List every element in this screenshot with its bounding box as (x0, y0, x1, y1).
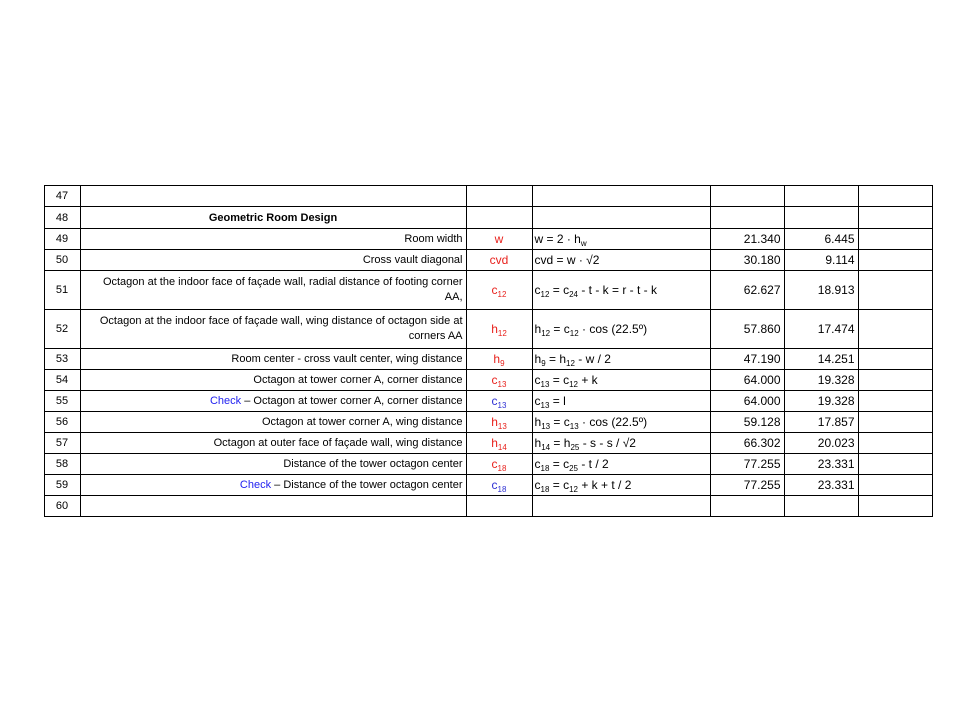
formula-subscript: 14 (541, 443, 551, 452)
variable-subscript: 14 (497, 443, 507, 452)
formula-cell[interactable] (532, 475, 710, 496)
table-row (30, 186, 932, 207)
table-row (30, 496, 932, 517)
variable-symbol (492, 394, 507, 408)
value-cell[interactable] (858, 207, 932, 229)
variable-cell[interactable] (466, 310, 532, 349)
formula-text: - s - s / √2 (579, 436, 636, 450)
variable-symbol (492, 373, 507, 387)
formula-cell[interactable] (532, 391, 710, 412)
description-text: Cross vault diagonal (362, 254, 463, 266)
check-label: Check (239, 479, 272, 491)
description-text: Octagon at the indoor face of façade wall, radial distance of footing corner AA, (102, 276, 463, 303)
row-number[interactable]: 54 (44, 370, 80, 391)
value-cell[interactable] (858, 391, 932, 412)
variable-cell[interactable] (466, 391, 532, 412)
variable-base: h (491, 436, 498, 450)
value-cell[interactable]: 66.302 (710, 433, 784, 454)
formula-text: h (534, 322, 542, 336)
table-row (30, 454, 932, 475)
row-gutter (30, 370, 44, 391)
row-number[interactable]: 50 (44, 250, 80, 271)
row-gutter (30, 496, 44, 517)
value-cell[interactable] (710, 496, 784, 517)
formula-text: = c (550, 322, 570, 336)
variable-cell[interactable] (466, 186, 532, 207)
formula-text: c (534, 478, 541, 492)
formula-text: h (534, 352, 542, 366)
variable-base: h (491, 415, 498, 429)
variable-cell[interactable] (466, 349, 532, 370)
description-text: – Octagon at tower corner A, corner distance (241, 395, 463, 407)
formula-text: c (534, 283, 541, 297)
formula-text: = l (549, 394, 566, 408)
variable-symbol (492, 283, 507, 297)
formula-cell[interactable] (532, 454, 710, 475)
value-cell[interactable]: 77.255 (710, 475, 784, 496)
value-cell[interactable]: 30.180 (710, 250, 784, 271)
formula-text: h (534, 436, 542, 450)
description-text: Room width (404, 233, 463, 245)
formula-subscript: 25 (569, 464, 578, 473)
variable-symbol (491, 436, 507, 450)
description-cell[interactable] (80, 433, 466, 454)
variable-subscript: 18 (497, 464, 507, 473)
row-number[interactable]: 51 (44, 271, 80, 310)
formula-text: · cos (22.5º) (578, 322, 648, 336)
table-row (30, 370, 932, 391)
formula-text: c (534, 394, 541, 408)
formula-text: - t / 2 (578, 457, 609, 471)
variable-cell[interactable] (466, 454, 532, 475)
value-cell[interactable] (858, 433, 932, 454)
value-cell[interactable]: 62.627 (710, 271, 784, 310)
value-cell[interactable] (858, 496, 932, 517)
formula-subscript: 13 (540, 401, 550, 410)
description-cell[interactable] (80, 229, 466, 250)
formula-subscript: 25 (570, 443, 580, 452)
value-cell[interactable] (858, 475, 932, 496)
formula-cell[interactable] (532, 370, 710, 391)
description-cell[interactable] (80, 370, 466, 391)
description-text: Room center - cross vault center, wing distance (231, 353, 463, 365)
variable-cell[interactable] (466, 229, 532, 250)
formula-text: h (534, 415, 542, 429)
variable-symbol (490, 253, 509, 267)
row-gutter (30, 250, 44, 271)
variable-base: c (491, 394, 498, 408)
variable-base: cvd (489, 253, 509, 267)
row-gutter (30, 391, 44, 412)
table-row (30, 271, 932, 310)
row-gutter (30, 475, 44, 496)
variable-symbol (493, 352, 504, 366)
section-heading[interactable]: Geometric Room Design (80, 207, 466, 229)
formula-text: = c (549, 478, 570, 492)
formula-subscript: 13 (569, 422, 579, 431)
value-cell[interactable]: 18.913 (784, 271, 858, 310)
description-cell[interactable] (80, 310, 466, 349)
value-cell[interactable]: 23.331 (784, 454, 858, 475)
row-gutter (30, 412, 44, 433)
value-cell[interactable] (858, 349, 932, 370)
value-cell[interactable]: 6.445 (784, 229, 858, 250)
description-text: Octagon at tower corner A, corner distance (253, 374, 463, 386)
description-text: Octagon at the indoor face of façade wall, wing distance of octagon side at corners AA (99, 315, 463, 342)
variable-base: c (491, 373, 498, 387)
formula-text: w = 2 · h (534, 232, 581, 246)
formula-text: - t - k = r - t - k (578, 283, 657, 297)
description-cell[interactable] (80, 186, 466, 207)
variable-symbol (491, 322, 507, 336)
table-row (30, 250, 932, 271)
row-number[interactable]: 55 (44, 391, 80, 412)
description-cell[interactable] (80, 496, 466, 517)
value-cell[interactable]: 77.255 (710, 454, 784, 475)
formula-cell[interactable] (532, 349, 710, 370)
description-text: Octagon at outer face of façade wall, wing distance (213, 437, 463, 449)
formula-text: = h (550, 436, 571, 450)
spreadsheet-grid (30, 185, 933, 517)
value-cell[interactable]: 19.328 (784, 370, 858, 391)
row-gutter (30, 186, 44, 207)
table-row (30, 207, 932, 229)
row-number[interactable]: 56 (44, 412, 80, 433)
variable-base: h (491, 322, 498, 336)
table-row (30, 433, 932, 454)
formula-text: · cos (22.5º) (578, 415, 648, 429)
row-number[interactable]: 60 (44, 496, 80, 517)
value-cell[interactable] (784, 496, 858, 517)
description-cell[interactable] (80, 454, 466, 475)
formula-cell[interactable] (532, 207, 710, 229)
row-gutter (30, 207, 44, 229)
value-cell[interactable] (858, 370, 932, 391)
variable-cell[interactable] (466, 370, 532, 391)
variable-base: w (494, 232, 504, 246)
value-cell[interactable] (858, 186, 932, 207)
value-cell[interactable]: 59.128 (710, 412, 784, 433)
description-cell[interactable] (80, 412, 466, 433)
variable-cell[interactable] (466, 475, 532, 496)
value-cell[interactable]: 19.328 (784, 391, 858, 412)
value-cell[interactable] (858, 454, 932, 475)
row-number[interactable]: 52 (44, 310, 80, 349)
row-gutter (30, 310, 44, 349)
variable-subscript: 9 (500, 359, 505, 368)
value-cell[interactable]: 47.190 (710, 349, 784, 370)
variable-subscript: 13 (497, 401, 507, 410)
formula-subscript: 12 (569, 380, 578, 389)
variable-cell[interactable] (466, 412, 532, 433)
formula-text: = c (550, 415, 570, 429)
row-number[interactable]: 49 (44, 229, 80, 250)
formula-cell[interactable] (532, 412, 710, 433)
value-cell[interactable] (710, 186, 784, 207)
table-row (30, 310, 932, 349)
check-label: Check (209, 395, 242, 407)
variable-cell[interactable] (466, 207, 532, 229)
formula-text: c (534, 457, 541, 471)
variable-subscript: 13 (497, 380, 507, 389)
formula-text: - w / 2 (574, 352, 611, 366)
formula-subscript: 12 (566, 359, 575, 368)
value-cell[interactable] (784, 207, 858, 229)
row-number[interactable]: 47 (44, 186, 80, 207)
value-cell[interactable] (858, 250, 932, 271)
formula-text: + k + t / 2 (578, 478, 632, 492)
variable-cell[interactable] (466, 433, 532, 454)
row-number[interactable]: 59 (44, 475, 80, 496)
description-cell[interactable] (80, 250, 466, 271)
variable-base: c (491, 457, 498, 471)
formula-subscript: 24 (569, 290, 578, 299)
value-cell[interactable]: 17.474 (784, 310, 858, 349)
formula-subscript: 9 (541, 359, 546, 368)
description-text: Distance of the tower octagon center (283, 458, 463, 470)
value-cell[interactable]: 57.860 (710, 310, 784, 349)
value-cell[interactable] (858, 412, 932, 433)
value-cell[interactable]: 14.251 (784, 349, 858, 370)
variable-cell[interactable] (466, 271, 532, 310)
variable-symbol (491, 415, 507, 429)
formula-text: + k (578, 373, 598, 387)
row-gutter (30, 433, 44, 454)
variable-cell[interactable] (466, 496, 532, 517)
variable-base: c (491, 283, 498, 297)
variable-subscript: 18 (497, 485, 507, 494)
formula-subscript: 12 (569, 329, 579, 338)
variable-base: c (491, 478, 498, 492)
description-cell[interactable] (80, 475, 466, 496)
formula-subscript: 18 (540, 485, 550, 494)
table-row (30, 412, 932, 433)
variable-subscript: 12 (497, 290, 507, 299)
formula-cell[interactable] (532, 186, 710, 207)
value-cell[interactable] (858, 271, 932, 310)
description-cell[interactable] (80, 349, 466, 370)
value-cell[interactable]: 21.340 (710, 229, 784, 250)
value-cell[interactable]: 9.114 (784, 250, 858, 271)
formula-subscript: w (580, 239, 587, 248)
variable-subscript: 12 (497, 329, 507, 338)
formula-cell[interactable] (532, 496, 710, 517)
value-cell[interactable]: 64.000 (710, 370, 784, 391)
formula-subscript: 12 (541, 329, 551, 338)
variable-cell[interactable] (466, 250, 532, 271)
value-cell[interactable] (858, 310, 932, 349)
row-gutter (30, 454, 44, 475)
description-text: – Distance of the tower octagon center (271, 479, 463, 491)
formula-subscript: 13 (541, 422, 551, 431)
variable-base: h (493, 352, 501, 366)
formula-cell[interactable] (532, 310, 710, 349)
formula-cell[interactable] (532, 433, 710, 454)
row-gutter (30, 349, 44, 370)
formula-text: = c (549, 457, 570, 471)
formula-subscript: 13 (540, 380, 550, 389)
table-row (30, 229, 932, 250)
formula-text: = h (545, 352, 566, 366)
row-number[interactable]: 48 (44, 207, 80, 229)
value-cell[interactable]: 17.857 (784, 412, 858, 433)
value-cell[interactable] (858, 229, 932, 250)
row-gutter (30, 229, 44, 250)
sheet-body (30, 186, 932, 517)
value-cell[interactable] (784, 186, 858, 207)
formula-text: cvd = w · √2 (534, 253, 600, 267)
table-row (30, 475, 932, 496)
formula-cell[interactable] (532, 229, 710, 250)
variable-subscript: 13 (497, 422, 507, 431)
value-cell[interactable]: 64.000 (710, 391, 784, 412)
row-number[interactable]: 53 (44, 349, 80, 370)
description-cell[interactable] (80, 391, 466, 412)
formula-cell[interactable] (532, 250, 710, 271)
formula-subscript: 18 (540, 464, 550, 473)
table-row (30, 391, 932, 412)
variable-symbol (495, 232, 504, 246)
value-cell[interactable]: 20.023 (784, 433, 858, 454)
row-number[interactable]: 58 (44, 454, 80, 475)
formula-cell[interactable] (532, 271, 710, 310)
formula-subscript: 12 (569, 485, 578, 494)
formula-text: = c (549, 373, 570, 387)
row-gutter (30, 271, 44, 310)
variable-symbol (492, 457, 507, 471)
description-cell[interactable] (80, 271, 466, 310)
variable-symbol (492, 478, 507, 492)
formula-text: c (534, 373, 541, 387)
formula-text: = c (549, 283, 570, 297)
description-text: Octagon at tower corner A, wing distance (261, 416, 463, 428)
value-cell[interactable] (710, 207, 784, 229)
formula-subscript: 12 (540, 290, 550, 299)
table-row (30, 349, 932, 370)
value-cell[interactable]: 23.331 (784, 475, 858, 496)
row-number[interactable]: 57 (44, 433, 80, 454)
